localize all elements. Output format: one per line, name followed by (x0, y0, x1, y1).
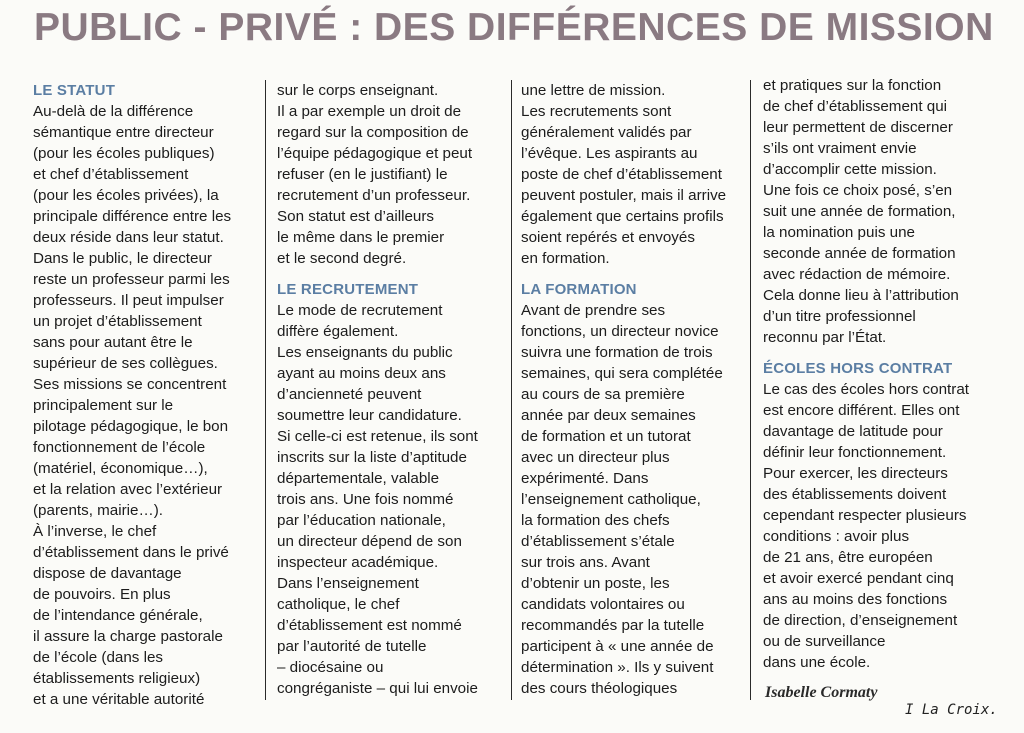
text-line: sans pour autant être le (33, 334, 193, 351)
text-line: Son statut est d’ailleurs (277, 208, 435, 225)
text-line: l’enseignement catholique, (521, 491, 701, 508)
text-line: peuvent postuler, mais il arrive (521, 187, 727, 204)
text-line: recrutement d’un professeur. (277, 187, 471, 204)
text-line: inspecteur académique. (277, 554, 439, 571)
text-line: avec rédaction de mémoire. (763, 266, 951, 283)
text-line: de l’intendance générale, (33, 607, 203, 624)
text-line: une lettre de mission. (521, 82, 666, 99)
section-gap (763, 348, 969, 358)
text-line: leur permettent de discerner (763, 119, 953, 136)
text-line: au cours de sa première (521, 386, 685, 403)
column-4 (763, 75, 969, 725)
text-line: recommandés par la tutelle (521, 617, 705, 634)
text-line: seconde année de formation (763, 245, 956, 262)
section-heading: LE STATUT (33, 82, 116, 99)
text-line: avec un directeur plus (521, 449, 670, 466)
author-signature: Isabelle Cormaty (765, 684, 878, 701)
text-line: est encore différent. Elles ont (763, 402, 960, 419)
text-line: Pour exercer, les directeurs (763, 465, 948, 482)
text-line: année par deux semaines (521, 407, 696, 424)
section-gap (277, 269, 478, 279)
section-gap (521, 269, 726, 279)
text-line: la formation des chefs (521, 512, 670, 529)
column-3 (521, 80, 726, 725)
text-line: ayant au moins deux ans (277, 365, 446, 382)
text-line: d’obtenir un poste, les (521, 575, 670, 592)
text-line: détermination ». Ils y suivent (521, 659, 714, 676)
text-line: le même dans le premier (277, 229, 445, 246)
text-line: Cela donne lieu à l’attribution (763, 287, 959, 304)
text-line: conditions : avoir plus (763, 528, 910, 545)
text-line: supérieur de ses collègues. (33, 355, 218, 372)
text-line: et la relation avec l’extérieur (33, 481, 223, 498)
text-line: de direction, d’enseignement (763, 612, 958, 629)
text-line: diffère également. (277, 323, 399, 340)
text-line: et avoir exercé pendant cinq (763, 570, 954, 587)
text-line: suivra une formation de trois (521, 344, 713, 361)
text-line: un directeur dépend de son (277, 533, 462, 550)
text-line: soumettre leur candidature. (277, 407, 462, 424)
text-line: il assure la charge pastorale (33, 628, 223, 645)
text-line: suit une année de formation, (763, 203, 956, 220)
text-line: refuser (en le justifiant) le (277, 166, 448, 183)
text-line: Avant de prendre ses (521, 302, 666, 319)
text-line: également que certains profils (521, 208, 724, 225)
text-line: fonctionnement de l’école (33, 439, 206, 456)
text-line: poste de chef d’établissement (521, 166, 722, 183)
text-line: sémantique entre directeur (33, 124, 214, 141)
text-line: d’un titre professionnel (763, 308, 916, 325)
text-line: congréganiste – qui lui envoie (277, 680, 478, 697)
text-line: d’ancienneté peuvent (277, 386, 422, 403)
text-line: par l’autorité de tutelle (277, 638, 427, 655)
text-line: Ses missions se concentrent (33, 376, 227, 393)
text-line: soient repérés et envoyés (521, 229, 695, 246)
text-line: À l’inverse, le chef (33, 523, 157, 540)
text-line: s’ils ont vraiment envie (763, 140, 917, 157)
text-line: davantage de latitude pour (763, 423, 943, 440)
text-line: regard sur la composition de (277, 124, 469, 141)
text-line: Le cas des écoles hors contrat (763, 381, 969, 398)
text-line: définir leur fonctionnement. (763, 444, 947, 461)
text-line: de l’école (dans les (33, 649, 164, 666)
text-line: dans une école. (763, 654, 871, 671)
text-line: (pour les écoles privées), la (33, 187, 219, 204)
text-line: dispose de davantage (33, 565, 182, 582)
column-divider (750, 80, 751, 700)
text-line: Dans l’enseignement (277, 575, 419, 592)
column-1 (33, 80, 231, 725)
text-line: participent à « une année de (521, 638, 714, 655)
text-line: Les enseignants du public (277, 344, 453, 361)
text-line: deux réside dans leur statut. (33, 229, 224, 246)
text-line: Il a par exemple un droit de (277, 103, 462, 120)
text-line: Le mode de recrutement (277, 302, 443, 319)
text-line: sur trois ans. Avant (521, 554, 650, 571)
text-line: d’accomplir cette mission. (763, 161, 937, 178)
text-line: Dans le public, le directeur (33, 250, 212, 267)
column-divider (265, 80, 266, 700)
text-line: reste un professeur parmi les (33, 271, 230, 288)
column-divider (511, 80, 512, 700)
text-line: principalement sur le (33, 397, 174, 414)
text-line: d’établissement s’étale (521, 533, 675, 550)
section-heading: LE RECRUTEMENT (277, 281, 419, 298)
text-line: de chef d’établissement qui (763, 98, 948, 115)
text-line: d’établissement dans le privé (33, 544, 229, 561)
text-line: des établissements doivent (763, 486, 947, 503)
text-line: la nomination puis une (763, 224, 915, 241)
text-line: candidats volontaires ou (521, 596, 685, 613)
text-line: et pratiques sur la fonction (763, 77, 942, 94)
text-line: inscrits sur la liste d’aptitude (277, 449, 467, 466)
section-heading: LA FORMATION (521, 281, 637, 298)
text-line: l’évêque. Les aspirants au (521, 145, 698, 162)
text-line: catholique, le chef (277, 596, 400, 613)
text-line: professeurs. Il peut impulser (33, 292, 224, 309)
text-line: sur le corps enseignant. (277, 82, 439, 99)
text-line: Au-delà de la différence (33, 103, 194, 120)
text-line: Une fois ce choix posé, s’en (763, 182, 953, 199)
source-mark: I La Croix. (905, 702, 998, 718)
text-line: départementale, valable (277, 470, 440, 487)
text-line: Si celle-ci est retenue, ils sont (277, 428, 478, 445)
text-line: l’équipe pédagogique et peut (277, 145, 473, 162)
text-line: trois ans. Une fois nommé (277, 491, 454, 508)
text-line: (matériel, économique…), (33, 460, 208, 477)
text-line: – diocésaine ou (277, 659, 384, 676)
text-line: de 21 ans, être européen (763, 549, 933, 566)
section-heading: ÉCOLES HORS CONTRAT (763, 360, 953, 377)
text-line: de formation et un tutorat (521, 428, 691, 445)
text-line: d’établissement est nommé (277, 617, 462, 634)
text-line: établissements religieux) (33, 670, 201, 687)
text-line: (parents, mairie…). (33, 502, 163, 519)
text-line: et le second degré. (277, 250, 407, 267)
text-line: cependant respecter plusieurs (763, 507, 967, 524)
text-line: (pour les écoles publiques) (33, 145, 215, 162)
text-line: et chef d’établissement (33, 166, 189, 183)
text-line: semaines, qui sera complétée (521, 365, 723, 382)
text-line: reconnu par l’État. (763, 329, 887, 346)
text-line: de pouvoirs. En plus (33, 586, 171, 603)
column-2 (277, 80, 478, 725)
text-line: en formation. (521, 250, 610, 267)
text-line: généralement validés par (521, 124, 692, 141)
text-line: ans au moins des fonctions (763, 591, 948, 608)
text-line: Les recrutements sont (521, 103, 672, 120)
text-line: principale différence entre les (33, 208, 232, 225)
text-line: ou de surveillance (763, 633, 886, 650)
text-line: des cours théologiques (521, 680, 678, 697)
text-line: fonctions, un directeur novice (521, 323, 719, 340)
text-line: par l’éducation nationale, (277, 512, 446, 529)
text-line: pilotage pédagogique, le bon (33, 418, 229, 435)
text-line: un projet d’établissement (33, 313, 202, 330)
text-line: et a une véritable autorité (33, 691, 205, 708)
text-line: expérimenté. Dans (521, 470, 649, 487)
page-title: PUBLIC - PRIVÉ : DES DIFFÉRENCES DE MISSION (34, 6, 994, 49)
